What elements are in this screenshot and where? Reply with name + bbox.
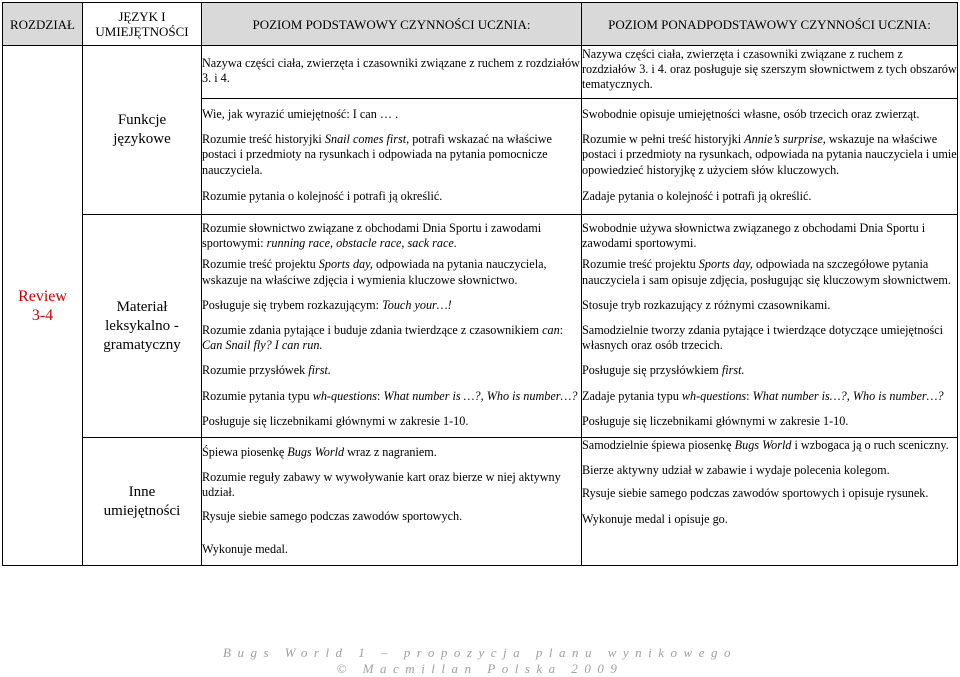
lexical-advanced-3: Samodzielnie tworzy zdania pytające i twierdzące dotyczące umiejętności własnych oraz osób trzecich. [582, 323, 944, 353]
unit-number: 3-4 [31, 306, 54, 324]
lexical-basic-2: Posługuje się trybem rozkazującym: Touch your…! [202, 297, 452, 312]
functions-advanced-2: Zadaje pytania o kolejność i potrafi ją określić. [582, 188, 812, 203]
other-basic-1: Rozumie reguły zabawy w wywoływanie kart oraz bierze w niej aktywny udział. [202, 470, 561, 500]
header-skill: JĘZYK I UMIEJĘTNOŚCI [83, 3, 202, 46]
other-advanced-2: Rysuje siebie samego podczas zawodów sportowych i opisuje rysunek. [582, 486, 929, 501]
intro-advanced-text: Nazywa części ciała, zwierzęta i czasowniki związane z ruchem z rozdziałów 3. i 4. oraz posługuje się szerszym słownictwem z tych obszarów tematycznych. [582, 47, 957, 92]
footer-copyright: © Macmillan Polska 2009 [336, 661, 624, 676]
other-basic [202, 438, 582, 566]
other-basic-0: Śpiewa piosenkę Bugs World wraz z nagraniem. [202, 445, 437, 460]
other-basic-2: Rysuje siebie samego podczas zawodów sportowych. [202, 508, 463, 523]
lexical-advanced-4: Posługuje się przysłówkiem first. [582, 363, 745, 378]
other-basic-3: Wykonuje medal. [202, 541, 288, 556]
lexical-advanced-6: Posługuje się liczebnikami głównymi w zakresie 1-10. [582, 413, 849, 428]
plan-table [2, 2, 958, 566]
lexical-basic-0: Rozumie słownictwo związane z obchodami Dnia Sportu i zawodami sportowymi: running race, obstacle race, sack race. [202, 221, 542, 251]
functions-basic [202, 99, 582, 215]
functions-basic-0: Wie, jak wyrazić umiejętność: I can … . [202, 107, 399, 121]
intro-basic-text: Nazywa części ciała, zwierzęta i czasowniki związane z ruchem z rozdziałów 3. i 4. [202, 56, 580, 86]
lexical-advanced-0: Swobodnie używa słownictwa związanego z obchodami Dnia Sportu i zawodami sportowymi. [582, 221, 926, 251]
other-advanced-1: Bierze aktywny udział w zabawie i wydaje polecenia kolegom. [582, 463, 890, 478]
lexical-basic-5: Rozumie pytania typu wh-questions: What number is …?, Who is number…? [202, 388, 578, 403]
unit-name: Review [18, 287, 67, 305]
lexical-row [3, 215, 958, 438]
header-row [3, 3, 958, 46]
other-advanced [582, 438, 958, 566]
header-basic: POZIOM PODSTAWOWY CZYNNOŚCI UCZNIA: [202, 3, 582, 46]
lexical-advanced-2: Stosuje tryb rozkazujący z różnymi czasownikami. [582, 297, 831, 312]
functions-advanced [582, 99, 958, 215]
intro-advanced [582, 46, 958, 99]
functions-advanced-1: Rozumie w pełni treść historyjki Annie’s surprise, wskazuje na właściwe postaci i przedmioty na rysunkach, odpowiada na pytania nauczyciela i umie opowiedzieć historyjkę z użyciem słów kluczowych. [582, 132, 957, 177]
lexical-advanced [582, 215, 958, 438]
lexical-basic-4: Rozumie przysłówek first. [202, 363, 331, 378]
lexical-basic-1: Rozumie treść projektu Sports day, odpowiada na pytania nauczyciela, wskazuje na właściwe zdjęcia i wymienia kluczowe słownictwo. [202, 257, 547, 287]
functions-basic-2: Rozumie pytania o kolejność i potrafi ją określić. [202, 188, 443, 203]
other-advanced-3: Wykonuje medal i opisuje go. [582, 511, 728, 526]
functions-label: Funkcje językowe [83, 46, 202, 215]
lexical-basic [202, 215, 582, 438]
intro-basic [202, 46, 582, 99]
header-advanced: POZIOM PONADPODSTAWOWY CZYNNOŚCI UCZNIA: [582, 3, 958, 46]
lexical-label: Materiał leksykalno - gramatyczny [83, 215, 202, 438]
other-label: Inne umiejętności [83, 438, 202, 566]
lexical-basic-3: Rozumie zdania pytające i buduje zdania twierdzące z czasownikiem can: Can Snail fly? I can run. [202, 323, 564, 353]
unit-cell [3, 46, 83, 566]
functions-advanced-0: Swobodnie opisuje umiejętności własne, osób trzecich oraz zwierząt. [582, 107, 920, 121]
lexical-advanced-1: Rozumie treść projektu Sports day, odpowiada na szczegółowe pytania nauczyciela i sam opisuje zdjęcia, posługując się kluczowym słownictwem. [582, 257, 951, 287]
header-section: ROZDZIAŁ [3, 3, 83, 46]
lexical-basic-6: Posługuje się liczebnikami głównymi w zakresie 1-10. [202, 413, 469, 428]
other-row [3, 438, 958, 566]
functions-basic-1: Rozumie treść historyjki Snail comes first, potrafi wskazać na właściwe postaci i przedmioty na rysunkach i odpowiada na pytania pomocnicze nauczyciela. [202, 132, 552, 177]
lexical-advanced-5: Zadaje pytania typu wh-questions: What number is…?, Who is number…? [582, 388, 944, 403]
footer-title: Bugs World 1 – propozycja planu wynikowego [223, 645, 737, 660]
intro-row [3, 46, 958, 99]
other-advanced-0: Samodzielnie śpiewa piosenkę Bugs World i wzbogaca ją o ruch sceniczny. [582, 438, 949, 453]
